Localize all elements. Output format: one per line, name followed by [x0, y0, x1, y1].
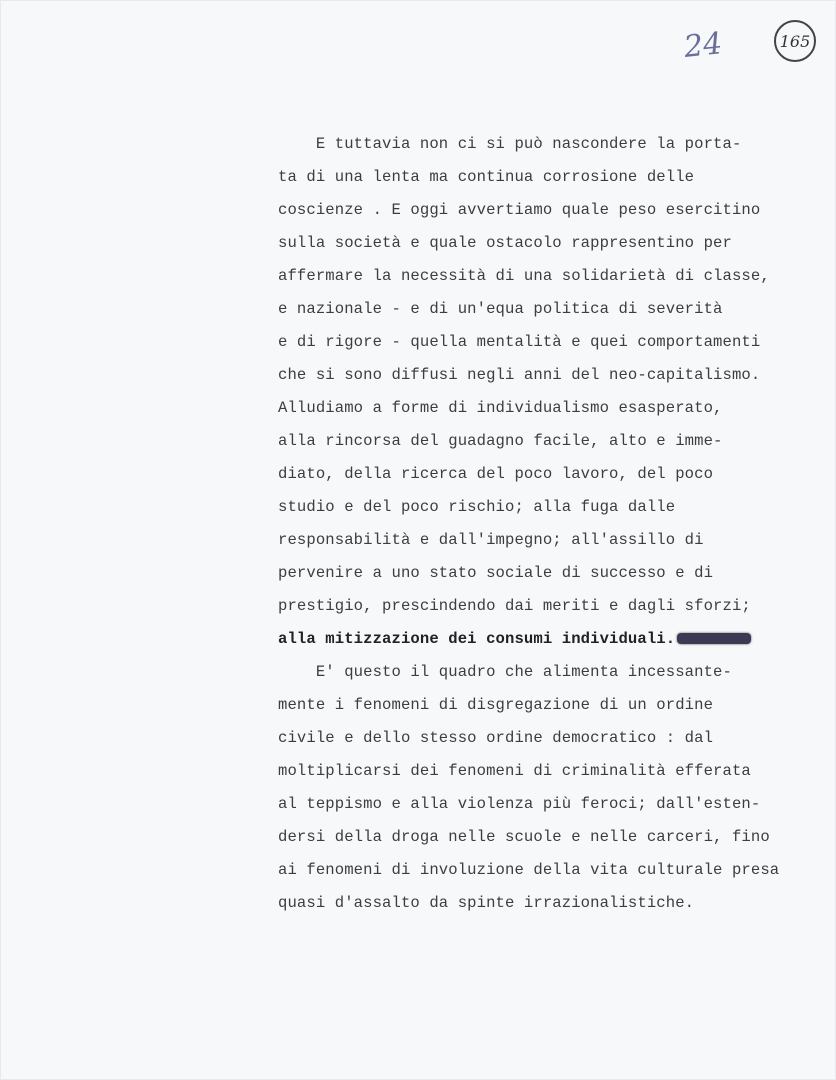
- text-line: affermare la necessità di una solidarietà di classe,: [278, 267, 770, 285]
- circled-page-number: 165: [774, 20, 816, 62]
- text-line: che si sono diffusi negli anni del neo-capitalismo.: [278, 366, 761, 384]
- text-line: E tuttavia non ci si può nascondere la porta-: [278, 135, 742, 153]
- text-line: diato, della ricerca del poco lavoro, del poco: [278, 465, 714, 483]
- text-line: quasi d'assalto da spinte irrazionalistiche.: [278, 894, 695, 912]
- text-line: sulla società e quale ostacolo rappresentino per: [278, 234, 732, 252]
- text-line: E' questo il quadro che alimenta incessante-: [278, 663, 732, 681]
- text-line: Alludiamo a forme di individualismo esasperato,: [278, 399, 723, 417]
- ink-scribble: [677, 633, 751, 644]
- text-line: alla rincorsa del guadagno facile, alto e imme-: [278, 432, 723, 450]
- typewritten-text: [278, 128, 808, 920]
- text-line: al teppismo e alla violenza più feroci; dall'esten-: [278, 795, 761, 813]
- text-line: e di rigore - quella mentalità e quei comportamenti: [278, 333, 761, 351]
- text-line: e nazionale - e di un'equa politica di severità: [278, 300, 723, 318]
- text-line: ai fenomeni di involuzione della vita culturale presa: [278, 861, 780, 879]
- text-line: coscienze . E oggi avvertiamo quale peso esercitino: [278, 201, 761, 219]
- text-line: moltiplicarsi dei fenomeni di criminalità efferata: [278, 762, 751, 780]
- text-line: responsabilità e dall'impegno; all'assillo di: [278, 531, 704, 549]
- text-line: mente i fenomeni di disgregazione di un ordine: [278, 696, 714, 714]
- text-line: dersi della droga nelle scuole e nelle carceri, fino: [278, 828, 770, 846]
- text-line: pervenire a uno stato sociale di successo e di: [278, 564, 714, 582]
- text-line: ta di una lenta ma continua corrosione delle: [278, 168, 695, 186]
- text-line-bold: [278, 623, 808, 656]
- text-line: prestigio, prescindendo dai meriti e dagli sforzi;: [278, 597, 751, 615]
- text-line: studio e del poco rischio; alla fuga dalle: [278, 498, 676, 516]
- bold-text: alla mitizzazione dei consumi individuali.: [278, 630, 676, 648]
- text-line: civile e dello stesso ordine democratico : dal: [278, 729, 714, 747]
- handwritten-page-number: 24: [682, 26, 724, 65]
